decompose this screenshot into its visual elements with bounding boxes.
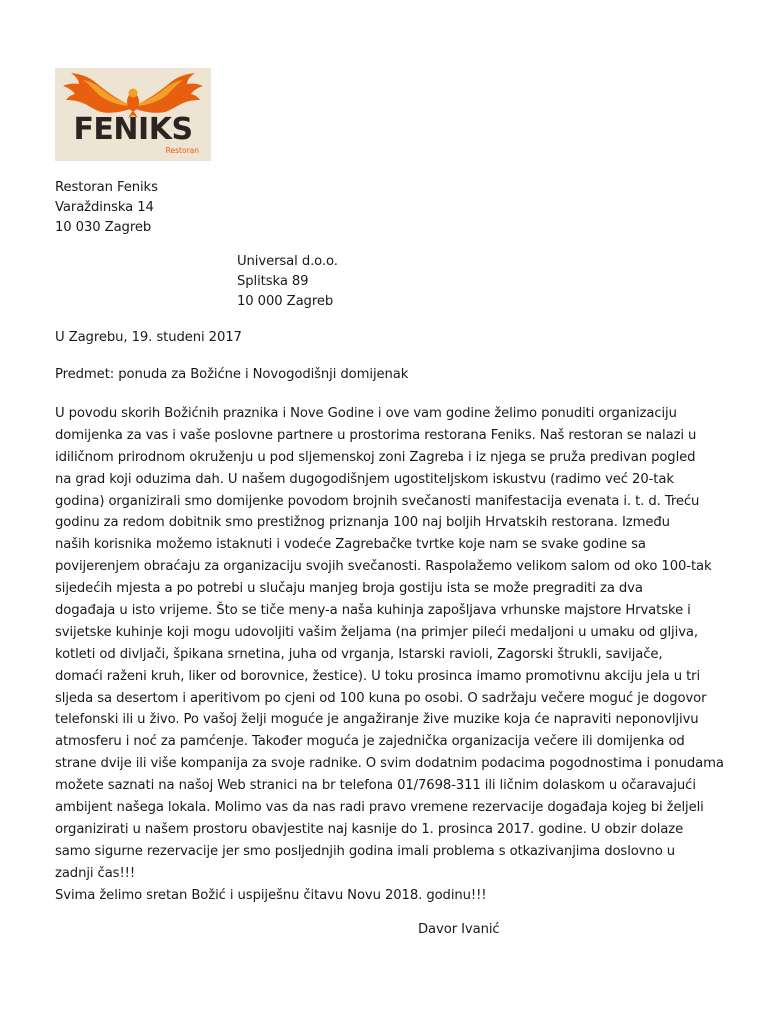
logo-brand-text: FENIKS <box>73 112 193 147</box>
body-line: sijedećih mjesta a po potrebi u slučaju manjeg broja gostiju ista se može pregraditi za dva <box>55 581 643 597</box>
sender-name: Restoran Feniks <box>55 180 158 195</box>
body-line: možete saznati na našoj Web stranici na br telefona 01/7698-311 ili ličnim dolaskom u očaravajući <box>55 778 696 794</box>
body-line: godina) organizirali smo domijenke povodom brojnih svečanosti manifestacija evenata i. t. d. Treću <box>55 493 700 509</box>
body-line: strane dvije ili više kompanija za svoje radnike. O svim dodatnim podacima pogodnostima i ponudama <box>55 756 724 772</box>
body-line: kotleti od divljači, špikana srnetina, juha od vrganja, Istarski ravioli, Zagorski štrukli, savijače, <box>55 646 663 662</box>
body-line: na grad koji oduzima dah. U našem dugogodišnjem ugostiteljskom iskustvu (radimo već 20-tak <box>55 471 674 487</box>
body-line: zadnji čas!!! <box>55 865 136 881</box>
body-line: telefonski ili u živo. Po vašoj želji moguće je angažiranje žive muzike koja će napraviti neponovljivu <box>55 712 699 728</box>
signature-name: Davor Ivanić <box>418 922 500 937</box>
body-line: idiličnom prirodnom okruženju u pod sljemenskoj zoni Zagreba i iz njega se pruža predivan pogled <box>55 449 696 465</box>
body-line: povijerenjem obraćaju za organizaciju svojih svečanosti. Raspolažemo velikom salom od oko 100-tak <box>55 559 712 575</box>
sender-city: 10 030 Zagreb <box>55 220 152 235</box>
body-line: godinu za redom dobitnik smo prestižnog priznanja 100 naj boljih Hrvatskih restorana. Između <box>55 515 670 531</box>
body-line: domijenka za vas i vaše poslovne partnere u prostorima restorana Feniks. Naš restoran se nalazi u <box>55 427 697 443</box>
sender-address <box>55 178 158 238</box>
body-line: ambijent našega lokala. Molimo vas da nas radi pravo vremene rezervacije događaja kojeg bi željeli <box>55 800 704 816</box>
body-line: naših korisnika možemo istaknuti i vodeće Zagrebačke tvrtke koje nam se svake godine sa <box>55 537 646 553</box>
recipient-address <box>237 252 338 312</box>
letter-date: U Zagrebu, 19. studeni 2017 <box>55 330 242 345</box>
body-line: atmosferu i noć za pamćenje. Također moguća je zajednička organizacija večere ili domijenka od <box>55 734 685 750</box>
letter-subject: Predmet: ponuda za Božićne i Novogodišnji domijenak <box>55 367 409 382</box>
body-line: samo sigurne rezervacije jer smo posljednjih godina imali problema s otkazivanjima doslovno u <box>55 843 676 859</box>
logo-tagline: Restoran <box>165 146 199 155</box>
body-line: događaja u isto vrijeme. Što se tiče meny-a naša kuhinja zapošljava vrhunske majstore Hrvatske i <box>55 603 691 619</box>
feniks-logo <box>55 68 211 161</box>
body-line: sljeda sa desertom i aperitivom po cjeni od 100 kuna po osobi. O sadržaju večere moguć je dogovor <box>55 690 707 706</box>
recipient-city: 10 000 Zagreb <box>237 294 334 309</box>
body-line: svijetske kuhinje koji mogu udovoljiti vašim željama (na primjer pileći medaljoni u umaku od gljiva, <box>55 624 698 640</box>
body-line: organizirati u našem prostoru obavjestite naj kasnije do 1. prosinca 2017. godine. U obzir dolaze <box>55 821 684 837</box>
body-line: U povodu skorih Božićnih praznika i Nove Godine i ove vam godine želimo ponuditi organizaciju <box>55 406 677 421</box>
recipient-name: Universal d.o.o. <box>237 254 338 269</box>
recipient-street: Splitska 89 <box>237 274 309 289</box>
body-line: domaći raženi kruh, liker od borovnice, žestice). U toku prosinca imamo promotivnu akciju jela u tri <box>55 668 701 684</box>
letter-closing: Svima želimo sretan Božić i uspiješnu čitavu Novu 2018. godinu!!! <box>55 888 487 903</box>
sender-street: Varaždinska 14 <box>55 200 154 215</box>
letter-body <box>55 403 724 885</box>
